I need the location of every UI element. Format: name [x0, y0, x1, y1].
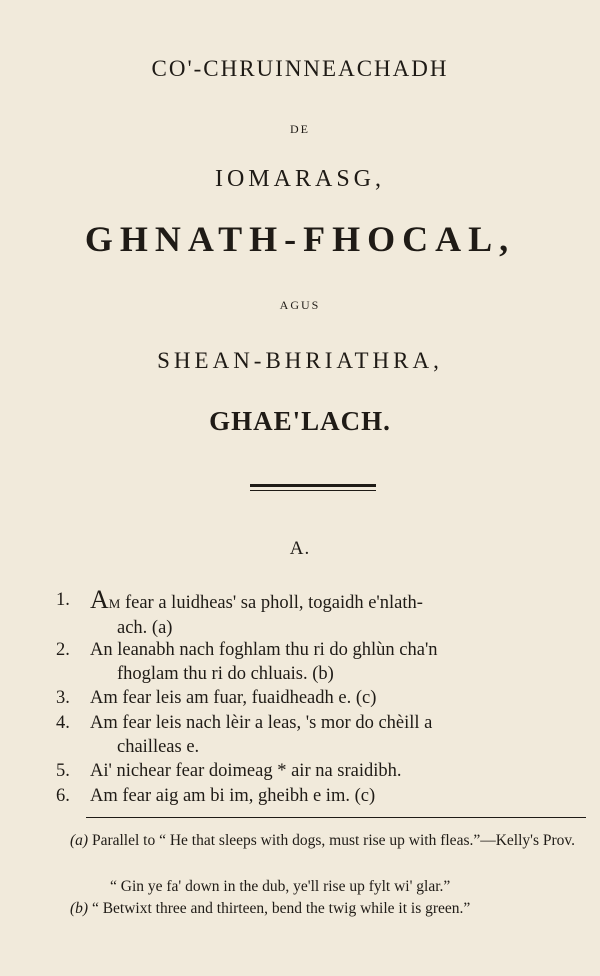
footnote-rule — [86, 817, 586, 818]
title-line-shean-bhriathra: SHEAN-BHRIATHRA, — [157, 348, 443, 373]
title-divider-thick — [250, 484, 376, 487]
entry-number: 2. — [56, 640, 70, 660]
entry-number: 3. — [56, 688, 70, 708]
entry-continuation: chailleas e. — [117, 737, 200, 757]
footnote-a-quote: “ Gin ye fa' down in the dub, ye'll rise up fylt wi' glar.” — [110, 878, 451, 895]
entry-number: 1. — [56, 590, 70, 610]
entry-number: 6. — [56, 786, 70, 806]
entry-continuation: ach. (a) — [117, 618, 173, 638]
section-heading: A. — [289, 538, 311, 559]
footnote-a: (a) Parallel to “ He that sleeps with dogs, must rise up with fleas.”—Kelly's Prov. — [70, 832, 576, 849]
footnote-mark: (b) — [70, 900, 89, 917]
entry-number: 5. — [56, 761, 70, 781]
entry-text: AM fear a luidheas' sa pholl, togaidh e'nlath- ach. (a) — [90, 588, 585, 640]
entry-text: Am fear aig am bi im, gheibh e im. (c) — [90, 786, 376, 806]
entry-text: An leanabh nach foghlam thu ri do ghlùn cha'n fhoglam thu ri do chluais. (b) — [90, 638, 585, 686]
title-line-de: DE — [290, 122, 310, 136]
entry-text: Am fear leis nach lèir a leas, 's mor do chèill a chailleas e. — [90, 711, 585, 759]
title-line-ghaelach: GHAE'LACH. — [209, 406, 391, 436]
entry-number: 4. — [56, 713, 70, 733]
entry-text: Am fear leis am fuar, fuaidheadh e. (c) — [90, 688, 377, 708]
entry-text: Ai' nichear fear doimeag * air na sraidibh. — [90, 761, 402, 781]
footnote-mark: (a) — [70, 832, 89, 849]
entry-continuation: fhoglam thu ri do chluais. (b) — [117, 664, 334, 684]
title-line-iomarasg: IOMARASG, — [214, 166, 385, 192]
title-divider-thin — [250, 490, 376, 491]
footnote-b: (b) “ Betwixt three and thirteen, bend the twig while it is green.” — [70, 900, 471, 917]
title-line-ghnath-fhocal: GHNATH-FHOCAL, — [84, 219, 516, 259]
title-line-collection: CO'-CHRUINNEACHADH — [151, 56, 449, 81]
title-line-agus: AGUS — [279, 298, 321, 312]
